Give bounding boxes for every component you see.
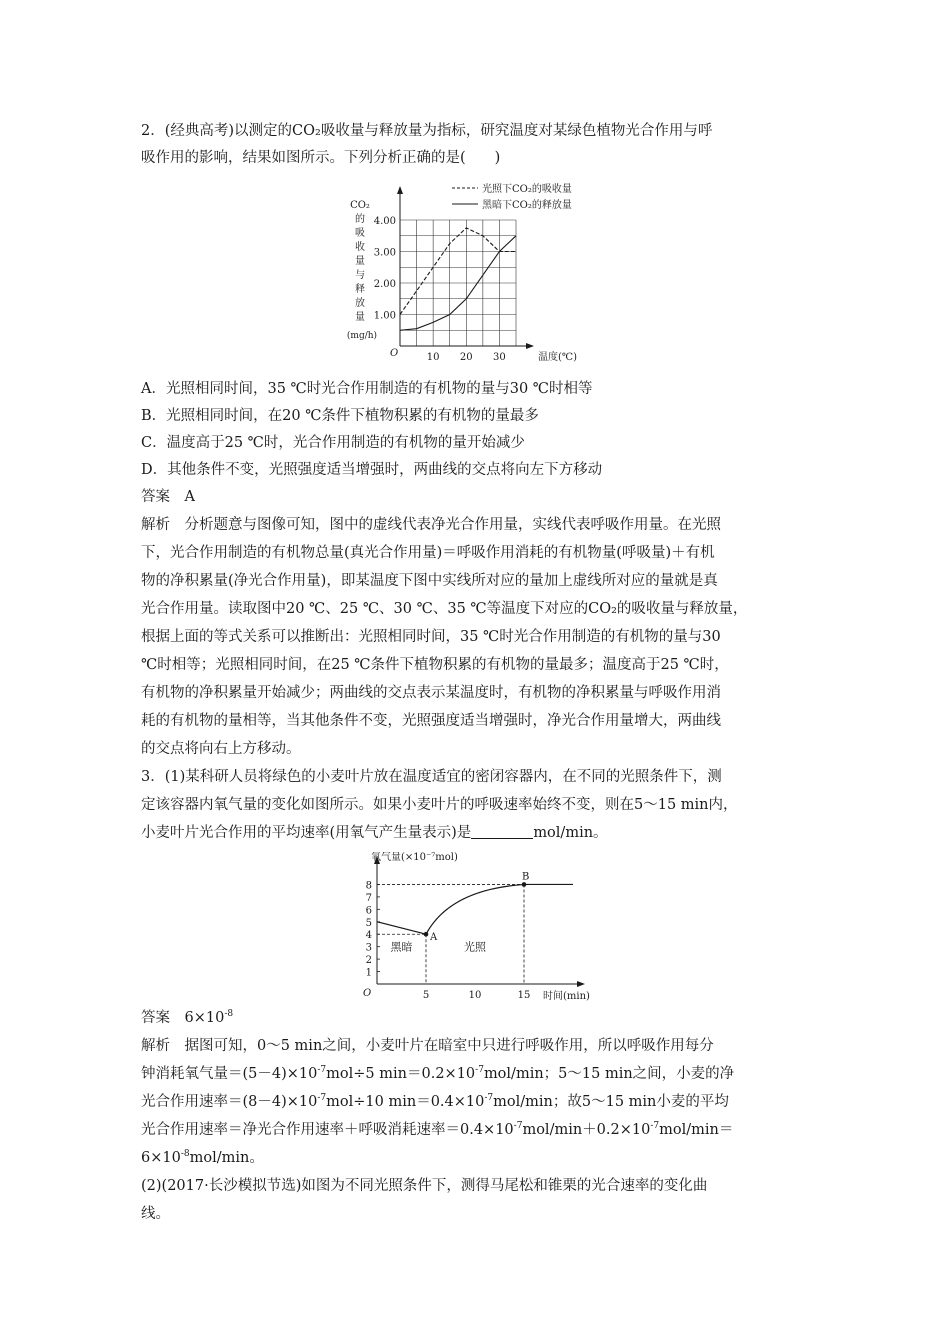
x-axis-label: 温度(℃) [538,352,577,363]
y-tick-label: 6 [365,905,372,917]
y-axis-label-char: 放 [355,298,365,309]
point-a [424,932,429,937]
q2-option-b: B．光照相同时间，在20 ℃条件下植物积累的有机物的量最多 [141,408,539,424]
y-axis-label-char: 与 [355,270,365,281]
q2-analysis-line: 光合作用量。读取图中20 ℃、25 ℃、30 ℃、35 ℃等温度下对应的CO₂的吸收量与释放量， [141,601,748,617]
y-axis-arrow [397,186,403,194]
q2-stem-line-1: 2．(经典高考)以测定的CO₂吸收量与释放量为指标，研究温度对某绿色植物光合作用与呼 [141,123,713,139]
q2-analysis-line: ℃时相等；光照相同时间，在25 ℃条件下植物积累的有机物的量最多；温度高于25 ℃时， [141,657,729,673]
q3-analysis-line-4: 光合作用速率＝净光合作用速率＋呼吸消耗速率$=0.4\times 10^{-7}mol/\min+0.2\times 10^{-7}mol/\min=$ [141,1121,734,1138]
y-tick-label: 1.00 [373,310,396,322]
q3-stem-text: 小麦叶片光合作用的平均速率(用氧气产生量表示)是 [141,825,472,841]
q2-analysis-line: 物的净积累量(净光合作用量)，即某温度下图中实线所对应的量加上虚线所对应的量就是真 [141,573,718,589]
legend-dark-release: 黑暗下CO₂的释放量 [482,200,572,211]
y-axis-label-char: 量 [355,312,365,323]
y-tick-label: 4 [365,930,372,942]
y-tick-label: 3 [365,942,372,954]
y-axis-label-char: 的 [355,214,365,225]
q2-option-a: A．光照相同时间，35 ℃时光合作用制造的有机物的量与30 ℃时相等 [141,381,593,397]
y-tick-label: 2 [365,955,372,967]
q3-analysis-line-2: 钟消耗氧气量$=(5-4)\times 10^{-7}mol\div 5$ $\min=0.2\times 10^{-7}mol/\min$；5～15 min之间，小麦的净 [141,1065,735,1082]
oxygen-curve [377,884,573,934]
chart2-annotations [391,871,530,953]
q2-stem-line-2: 吸作用的影响，结果如图所示。下列分析正确的是( ) [141,150,501,166]
chart1-grid [400,220,516,346]
chart1-y-axis-label [347,200,377,341]
point-b [522,882,527,887]
q3-answer [141,1005,821,1032]
y-axis-label-char: CO₂ [350,200,370,211]
x-tick-label: 15 [517,990,531,1001]
oxygen-time-chart [345,852,615,1002]
chart2-axes [374,856,585,987]
x-axis-arrow [526,343,534,349]
q3-sub2-line-1: (2)(2017·长沙模拟节选)如图为不同光照条件下，测得马尾松和锥栗的光合速率的变化曲 [141,1178,708,1194]
y-tick-label: 1 [365,967,372,979]
y-axis-label-char: 吸 [355,228,365,239]
chart1-series [400,228,516,330]
y-tick-label: 4.00 [373,216,396,227]
y-tick-label: 8 [365,880,372,892]
q2-answer: 答案 A [141,489,195,505]
x-tick-label: 5 [422,990,430,1001]
q3-sub2-line-2: 线。 [141,1206,170,1222]
q2-analysis-line: 下，光合作用制造的有机物总量(真光合作用量)＝呼吸作用消耗的有机物量(呼吸量)＋有机 [141,545,715,561]
y-axis-label-char: 收 [355,242,365,253]
q2-analysis-line: 根据上面的等式关系可以推断出：光照相同时间，35 ℃时光合作用制造的有机物的量与30 [141,629,721,645]
x-tick-label: 10 [426,352,440,363]
y-axis-label-char: 释 [355,284,365,295]
q3-analysis-line-3: 光合作用速率$=(8-4)\times 10^{-7}mol\div 10$ $\min=0.4\times 10^{-7}mol/\min$；故5～15 min小麦的平均 [141,1093,729,1110]
q3-analysis-line-1: 解析 据图可知，0～5 min之间，小麦叶片在暗室中只进行呼吸作用，所以呼吸作用每分 [141,1038,714,1054]
x-axis-label: 时间(min) [543,991,590,1002]
light-uptake-line [400,228,516,315]
origin-label: O [390,348,399,359]
y-tick-label: 2.00 [373,279,396,290]
q3-stem-line-1: 3．(1)某科研人员将绿色的小麦叶片放在温度适宜的密闭容器内，在不同的光照条件下，测 [141,769,722,785]
x-tick-label: 10 [468,990,482,1001]
q2-option-d: D．其他条件不变，光照强度适当增强时，两曲线的交点将向左下方移动 [141,462,603,478]
q3-stem-line-2: 定该容器内氧气量的变化如图所示。如果小麦叶片的呼吸速率始终不变，则在5～15 min内， [141,797,738,813]
y-tick-label: 5 [365,917,372,929]
answer-blank [471,824,533,839]
answer-text: 答案 6×10 [141,1010,225,1026]
chart1-tick-labels [374,216,577,363]
x-tick-label: 30 [493,352,506,363]
q3-stem-unit: mol/min。 [533,825,608,841]
origin-label: O [363,988,372,999]
y-axis-label-char: 量 [355,256,365,267]
q2-analysis-line: 解析 分析题意与图像可知，图中的虚线代表净光合作用量，实线代表呼吸作用量。在光照 [141,517,721,533]
q2-option-c: C．温度高于25 ℃时，光合作用制造的有机物的量开始减少 [141,435,525,451]
x-tick-label: 20 [459,352,473,363]
q2-analysis-line: 的交点将向右上方移动。 [141,741,301,757]
y-tick-label: 3.00 [373,247,396,259]
q3-stem-line-3 [141,820,821,847]
answer-exponent: -8 [224,1009,234,1019]
point-a-label: A [430,932,438,944]
q2-analysis-line: 有机物的净积累量开始减少；两曲线的交点表示某温度时，有机物的净积累量与呼吸作用消 [141,685,721,701]
legend-light-uptake: 光照下CO₂的吸收量 [482,184,572,195]
y-axis-unit: (mg/h) [346,331,378,341]
y-tick-label: 7 [365,892,372,904]
y-axis-label: 氧气量(×10⁻⁷mol) [371,852,458,863]
co2-temperature-chart [340,178,610,368]
x-axis-arrow [577,981,585,987]
q2-analysis-line: 耗的有机物的量相等，当其他条件不变，光照强度适当增强时，净光合作用量增大，两曲线 [141,713,721,729]
point-b-label: B [522,871,530,883]
chart2-series [377,882,573,936]
q3-analysis-line-5: $6\times 10^{-8}mol/\min$。 [141,1149,264,1166]
region-light-label: 光照 [464,940,486,954]
region-dark-label: 黑暗 [390,940,413,954]
